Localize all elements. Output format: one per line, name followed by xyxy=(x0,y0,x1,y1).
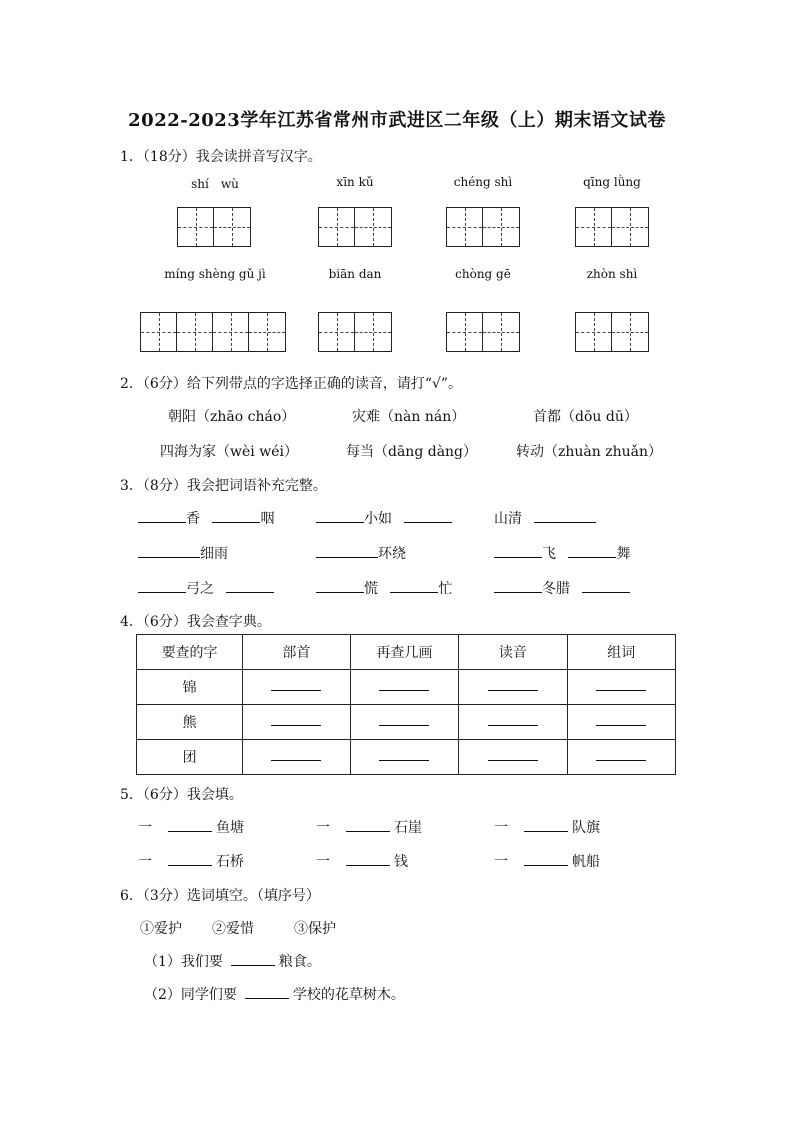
writing-grid-1[interactable] xyxy=(177,207,251,247)
table-cell-char: 团 xyxy=(137,740,243,775)
writing-grid-2[interactable] xyxy=(318,207,392,247)
table-cell-char: 熊 xyxy=(137,705,243,740)
idiom-4: 细雨 xyxy=(138,543,228,563)
pinyin-4: qīng lǜng xyxy=(583,175,641,189)
answer-blank[interactable] xyxy=(212,508,260,523)
answer-blank[interactable] xyxy=(494,543,542,558)
table-header: 再查几画 xyxy=(350,635,458,670)
question-3-label: 3．（8分）我会把词语补充完整。 xyxy=(120,478,327,494)
writing-grid-4[interactable] xyxy=(575,207,649,247)
answer-blank[interactable] xyxy=(390,578,438,593)
word-option-2: ②爱惜 xyxy=(212,921,254,937)
idiom-7: 弓之 xyxy=(138,578,274,598)
table-cell-blank[interactable] xyxy=(567,740,675,775)
answer-blank[interactable] xyxy=(138,578,186,593)
writing-grid-3[interactable] xyxy=(446,207,520,247)
answer-blank[interactable] xyxy=(524,817,568,832)
pronunciation-item-6[interactable]: 转动（zhuàn zhuǎn） xyxy=(516,444,662,460)
idiom-5: 环绕 xyxy=(316,543,406,563)
answer-blank[interactable] xyxy=(316,578,364,593)
idiom-9: 冬腊 xyxy=(494,578,630,598)
table-cell-blank[interactable] xyxy=(459,670,567,705)
pinyin-5: míng shèng gǔ jì xyxy=(164,267,266,281)
answer-blank[interactable] xyxy=(138,543,200,558)
idiom-1: 香 咽 xyxy=(138,508,274,528)
word-option-1: ①爱护 xyxy=(140,921,182,937)
measure-word-1: 一 鱼塘 xyxy=(138,817,244,837)
pronunciation-item-3[interactable]: 首都（dōu dū） xyxy=(533,409,638,425)
answer-blank[interactable] xyxy=(346,851,390,866)
table-cell-blank[interactable] xyxy=(459,740,567,775)
pronunciation-item-5[interactable]: 每当（dāng dàng） xyxy=(346,444,478,460)
word-option-3: ③保护 xyxy=(294,921,336,937)
answer-blank[interactable] xyxy=(245,984,289,999)
table-header: 部首 xyxy=(243,635,350,670)
table-row xyxy=(137,705,676,740)
idiom-2: 小如 xyxy=(316,508,452,528)
table-header: 读音 xyxy=(459,635,567,670)
pinyin-8: zhòn shì xyxy=(586,267,638,281)
table-row xyxy=(137,740,676,775)
pinyin-2: xīn kǔ xyxy=(336,175,374,189)
question-6-label: 6．（3分）选词填空。（填序号） xyxy=(120,888,320,904)
measure-word-6: 一 帆船 xyxy=(494,851,600,871)
table-header: 组词 xyxy=(567,635,675,670)
idiom-8: 慌 忙 xyxy=(316,578,452,598)
idiom-3: 山清 xyxy=(494,508,596,528)
idiom-6: 飞 舞 xyxy=(494,543,630,563)
question-1-label: 1．（18分）我会读拼音写汉字。 xyxy=(120,149,322,165)
pinyin-6: biān dan xyxy=(328,267,382,281)
table-cell-blank[interactable] xyxy=(350,705,458,740)
table-header: 要查的字 xyxy=(137,635,243,670)
pronunciation-item-4[interactable]: 四海为家（wèi wéi） xyxy=(160,444,298,460)
answer-blank[interactable] xyxy=(524,851,568,866)
writing-grid-8[interactable] xyxy=(575,312,649,352)
table-cell-blank[interactable] xyxy=(459,705,567,740)
answer-blank[interactable] xyxy=(494,578,542,593)
answer-blank[interactable] xyxy=(568,543,616,558)
pronunciation-item-2[interactable]: 灾难（nàn nán） xyxy=(352,409,466,425)
table-row xyxy=(137,670,676,705)
table-cell-blank[interactable] xyxy=(350,740,458,775)
table-cell-blank[interactable] xyxy=(243,705,350,740)
table-cell-blank[interactable] xyxy=(567,705,675,740)
pronunciation-item-1[interactable]: 朝阳（zhāo cháo） xyxy=(168,409,296,425)
pinyin-3: chéng shì xyxy=(453,175,513,189)
table-cell-blank[interactable] xyxy=(243,670,350,705)
table-cell-blank[interactable] xyxy=(567,670,675,705)
dictionary-table xyxy=(136,634,676,775)
answer-blank[interactable] xyxy=(534,508,596,523)
answer-blank[interactable] xyxy=(168,851,212,866)
answer-blank[interactable] xyxy=(404,508,452,523)
pinyin-1: shí wù xyxy=(191,177,239,191)
answer-blank[interactable] xyxy=(316,508,364,523)
answer-blank[interactable] xyxy=(226,578,274,593)
answer-blank[interactable] xyxy=(168,817,212,832)
exam-title: 2022-2023学年江苏省常州市武进区二年级（上）期末语文试卷 xyxy=(128,110,666,131)
table-cell-blank[interactable] xyxy=(350,670,458,705)
pinyin-7: chòng gē xyxy=(455,267,511,281)
measure-word-3: 一 队旗 xyxy=(494,817,600,837)
answer-blank[interactable] xyxy=(231,951,275,966)
answer-blank[interactable] xyxy=(582,578,630,593)
question-5-label: 5．（6分）我会填。 xyxy=(120,787,243,803)
answer-blank[interactable] xyxy=(138,508,186,523)
answer-blank[interactable] xyxy=(346,817,390,832)
answer-blank[interactable] xyxy=(316,543,378,558)
measure-word-4: 一 石桥 xyxy=(138,851,244,871)
writing-grid-6[interactable] xyxy=(318,312,392,352)
measure-word-2: 一 石崖 xyxy=(316,817,422,837)
measure-word-5: 一 钱 xyxy=(316,851,408,871)
sentence-2: （2）同学们要 学校的花草树木。 xyxy=(144,984,405,1004)
table-cell-char: 锦 xyxy=(137,670,243,705)
writing-grid-5[interactable] xyxy=(140,312,286,352)
sentence-1: （1）我们要 粮食。 xyxy=(144,951,321,971)
question-4-label: 4．（6分）我会查字典。 xyxy=(120,614,271,630)
question-2-label: 2．（6分）给下列带点的字选择正确的读音，请打“√”。 xyxy=(120,376,463,392)
writing-grid-7[interactable] xyxy=(446,312,520,352)
table-header-row xyxy=(137,635,676,670)
table-cell-blank[interactable] xyxy=(243,740,350,775)
